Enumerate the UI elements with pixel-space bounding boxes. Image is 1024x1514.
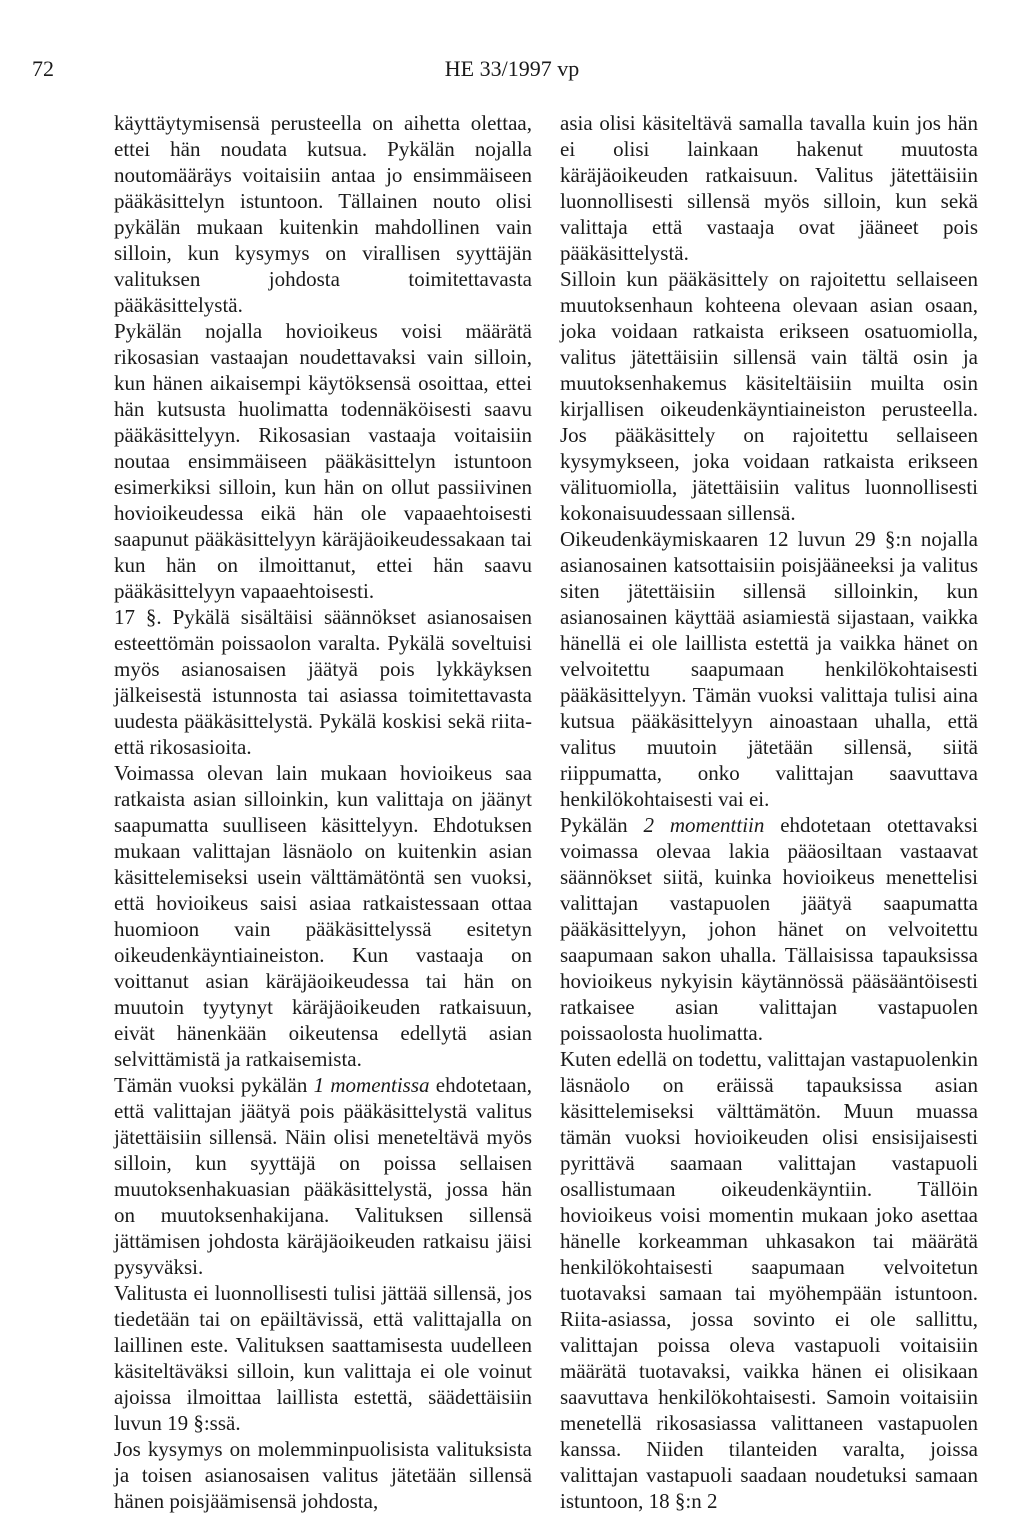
right-column xyxy=(560,110,978,1514)
paragraph: Oikeudenkäymiskaaren 12 luvun 29 §:n nojalla asianosainen katsottaisiin poisjääneeksi ja valitus siten jätettäisiin sillensä silloinkin, kun asianosainen käyttää asiamiestä sijastaan, vaikka hänellä ei ole laillista estettä ja vaikka hänet on velvoitettu saapumaan henkilökohtaisesti pääkäsittelyyn. Tämän vuoksi valittaja tulisi aina kutsua pääkäsittelyyn ainoastaan uhalla, että valitus muutoin jätetään sillensä, siitä riippumatta, onko valittajan saavuttava henkilökohtaisesti vai ei. xyxy=(560,527,978,811)
paragraph xyxy=(114,1072,532,1280)
page-number: 72 xyxy=(32,56,54,81)
paragraph: Voimassa olevan lain mukaan hovioikeus saa ratkaista asian silloinkin, kun valittaja on jäänyt saapumatta suulliseen käsittelyyn. Ehdotuksen mukaan valittajan läsnäolo on kuitenkin asian käsittelemiseksi usein välttämätöntä sen vuoksi, että hovioikeus saisi asiaa ratkaistessaan ottaa huomioon vain pääkäsittelyssä esitetyn oikeudenkäyntiaineiston. Kun vastaaja on voittanut asian käräjäoikeudessa tai hän on muutoin tyytynyt käräjäoikeuden ratkaisuun, eivät hänenkään oikeutensa edellytä asian selvittämistä ja ratkaisemista. xyxy=(114,761,532,1071)
paragraph: Pykälän nojalla hovioikeus voisi määrätä rikosasian vastaajan noudettavaksi vain silloin, kun hänen aikaisempi käytöksensä osoittaa, ettei hän kutsusta huolimatta todennäköisesti saavu pääkäsittelyyn. Rikosasian vastaaja voitaisiin noutaa ensimmäiseen pääkäsittelyn istuntoon esimerkiksi silloin, kun hän on ollut passiivinen hovioikeudessa eikä hän ole vapaaehtoisesti saapunut pääkäsittelyyn käräjäoikeudessakaan tai kun hän on ilmoittanut, ettei hän saavu pääkäsittelyyn vapaaehtoisesti. xyxy=(114,319,532,603)
paragraph-text: ehdotetaan otettavaksi voimassa olevaa lakia pääosiltaan vastaavat säännökset siitä, kuinka hovioikeus menettelisi valittajan vastapuolen jäätyä saapumatta pääkäsittelyyn, johon hänet on velvoitettu saapumaan sakon uhalla. Tällaisissa tapauksissa hovioikeus nykyisin käytännössä pääsääntöisesti ratkaisee asian valittajan vastapuolen poissaolosta huolimatta. xyxy=(560,813,978,1045)
paragraph xyxy=(560,812,978,1046)
paragraph-emphasis: 1 momentissa xyxy=(313,1073,430,1097)
paragraph-emphasis: 2 momenttiin xyxy=(643,813,765,837)
paragraph: Kuten edellä on todettu, valittajan vastapuolenkin läsnäolo on eräissä tapauksissa asian käsittelemiseksi välttämätön. Muun muassa tämän vuoksi hovioikeuden olisi ensisijaisesti pyrittävä saamaan valittajan vastapuoli osallistumaan oikeudenkäyntiin. Tällöin hovioikeus voisi momentin mukaan joko asettaa hänelle korkeamman uhkasakon tai määrätä henkilökohtaisesti saapumaan velvoitetun tuotavaksi samaan tai myöhempään istuntoon. Riita-asiassa, jossa sovinto ei ole sallittu, valittajan poissa oleva vastapuoli voitaisiin määrätä tuotavaksi, vaikka hänen ei olisikaan saavuttava henkilökohtaisesti. Samoin voitaisiin menetellä rikosasiassa valittaneen vastapuolen kanssa. Niiden tilanteiden varalta, joissa valittajan vastapuoli saadaan noudetuksi samaan istuntoon, 18 §:n 2 xyxy=(560,1047,978,1513)
paragraph: asia olisi käsiteltävä samalla tavalla kuin jos hän ei olisi lainkaan hakenut muutosta käräjäoikeuden ratkaisuun. Valitus jätettäisiin luonnollisesti sillensä myös silloin, kun sekä valittaja että vastaaja ovat jääneet pois pääkäsittelystä. xyxy=(560,111,978,265)
paragraph: käyttäytymisensä perusteella on aihetta olettaa, ettei hän noudata kutsua. Pykälän nojalla noutomääräys voitaisiin antaa jo ensimmäiseen pääkäsittelyn istuntoon. Tällainen nouto olisi pykälän mukaan kuitenkin mahdollinen vain silloin, kun kysymys on virallisen syyttäjän valituksen johdosta toimitettavasta pääkäsittelystä. xyxy=(114,111,532,317)
paragraph: Silloin kun pääkäsittely on rajoitettu sellaiseen muutoksenhaun kohteena olevaan asian osaan, joka voidaan ratkaista erikseen osatuomiolla, valitus jätettäisiin sillensä vain tältä osin ja muutoksenhakemus käsiteltäisiin muilta osin kirjallisen oikeudenkäyntiaineiston perusteella. Jos pääkäsittely on rajoitettu sellaiseen kysymykseen, joka voidaan ratkaista erikseen välituomiolla, jätettäisiin valitus luonnollisesti kokonaisuudessaan sillensä. xyxy=(560,267,978,525)
paragraph: 17 §. Pykälä sisältäisi säännökset asianosaisen esteettömän poissaolon varalta. Pykälä soveltuisi myös asianosaisen jäätyä pois lykkäyksen jälkeisestä istunnosta tai asiassa toimitettavasta uudesta pääkäsittelystä. Pykälä koskisi sekä riita- että rikosasioita. xyxy=(114,605,532,759)
paragraph-text: ehdotetaan, että valittajan jäätyä pois pääkäsittelystä valitus jätettäisiin sillensä. Näin olisi meneteltävä myös silloin, kun syyttäjä on poissa sellaisen muutoksenhakuasian pääkäsittelystä, jossa hän on muutoksenhakijana. Valituksen sillensä jättämisen johdosta käräjäoikeuden ratkaisu jäisi pysyväksi. xyxy=(114,1073,532,1279)
document-id: HE 33/1997 vp xyxy=(444,56,580,81)
paragraph-text: Tämän vuoksi pykälän xyxy=(114,1073,314,1097)
left-column xyxy=(114,110,532,1514)
paragraph: Valitusta ei luonnollisesti tulisi jättää sillensä, jos tiedetään tai on epäiltävissä, että valittajalla on laillinen este. Valituksen saattamisesta uudelleen käsiteltäväksi silloin, kun valittaja ei ole voinut ajoissa ilmoittaa laillista estettä, säädettäisiin luvun 19 §:ssä. xyxy=(114,1281,532,1435)
paragraph: Jos kysymys on molemminpuolisista valituksista ja toisen asianosaisen valitus jätetään sillensä hänen poisjäämisensä johdosta, xyxy=(114,1437,532,1513)
paragraph-text: Pykälän xyxy=(560,813,644,837)
